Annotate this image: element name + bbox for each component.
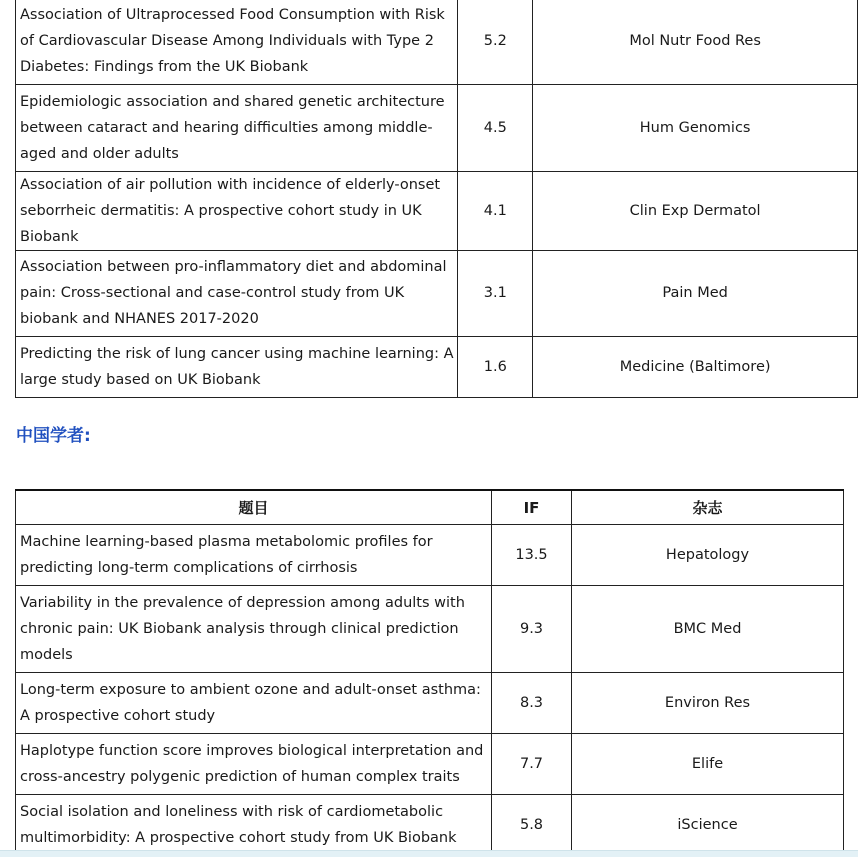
paper-title: Epidemiologic association and shared genetic architecture between cataract and hearing difficulties among middle-aged and older adults bbox=[16, 84, 458, 171]
journal-name: BMC Med bbox=[572, 586, 844, 673]
table-row bbox=[16, 586, 844, 673]
journal-name: Environ Res bbox=[572, 673, 844, 734]
impact-factor: 4.5 bbox=[458, 84, 533, 171]
column-header-journal: 杂志 bbox=[572, 490, 844, 525]
impact-factor: 9.3 bbox=[492, 586, 572, 673]
table-row bbox=[16, 673, 844, 734]
paper-title: Association of Ultraprocessed Food Consumption with Risk of Cardiovascular Disease Among Individuals with Type 2 Diabetes: Findings from the UK Biobank bbox=[16, 0, 458, 84]
table-row bbox=[16, 795, 844, 856]
impact-factor: 1.6 bbox=[458, 336, 533, 397]
paper-title: Machine learning-based plasma metabolomic profiles for predicting long-term complications of cirrhosis bbox=[16, 525, 492, 586]
table-row bbox=[16, 250, 858, 336]
journal-name: Medicine (Baltimore) bbox=[533, 336, 858, 397]
section-heading-chinese-scholars: 中国学者: bbox=[16, 426, 91, 446]
journal-name: Hepatology bbox=[572, 525, 844, 586]
table-row bbox=[16, 0, 858, 84]
column-header-title: 题目 bbox=[16, 490, 492, 525]
impact-factor: 8.3 bbox=[492, 673, 572, 734]
journal-name: Pain Med bbox=[533, 250, 858, 336]
journal-name: Hum Genomics bbox=[533, 84, 858, 171]
journal-name: Elife bbox=[572, 734, 844, 795]
paper-title: Haplotype function score improves biological interpretation and cross-ancestry polygenic prediction of human complex traits bbox=[16, 734, 492, 795]
impact-factor: 3.1 bbox=[458, 250, 533, 336]
paper-title: Association between pro-inflammatory diet and abdominal pain: Cross-sectional and case-control study from UK biobank and NHANES 2017-2020 bbox=[16, 250, 458, 336]
table-row bbox=[16, 734, 844, 795]
paper-title: Variability in the prevalence of depression among adults with chronic pain: UK Biobank analysis through clinical prediction models bbox=[16, 586, 492, 673]
column-header-if: IF bbox=[492, 490, 572, 525]
impact-factor: 7.7 bbox=[492, 734, 572, 795]
chinese-scholars-papers-table bbox=[15, 489, 844, 856]
paper-title: Long-term exposure to ambient ozone and adult-onset asthma: A prospective cohort study bbox=[16, 673, 492, 734]
paper-title: Social isolation and loneliness with risk of cardiometabolic multimorbidity: A prospective cohort study from UK Biobank bbox=[16, 795, 492, 856]
table-row bbox=[16, 336, 858, 397]
table-header-row bbox=[16, 490, 844, 525]
paper-title: Predicting the risk of lung cancer using machine learning: A large study based on UK Biobank bbox=[16, 336, 458, 397]
impact-factor: 5.8 bbox=[492, 795, 572, 856]
journal-name: Clin Exp Dermatol bbox=[533, 171, 858, 250]
table-row bbox=[16, 525, 844, 586]
impact-factor: 13.5 bbox=[492, 525, 572, 586]
table-row bbox=[16, 84, 858, 171]
journal-name: Mol Nutr Food Res bbox=[533, 0, 858, 84]
paper-title: Association of air pollution with incidence of elderly-onset seborrheic dermatitis: A prospective cohort study in UK Biobank bbox=[16, 171, 458, 250]
table-row bbox=[16, 171, 858, 250]
impact-factor: 5.2 bbox=[458, 0, 533, 84]
top-papers-table bbox=[15, 0, 858, 398]
journal-name: iScience bbox=[572, 795, 844, 856]
impact-factor: 4.1 bbox=[458, 171, 533, 250]
